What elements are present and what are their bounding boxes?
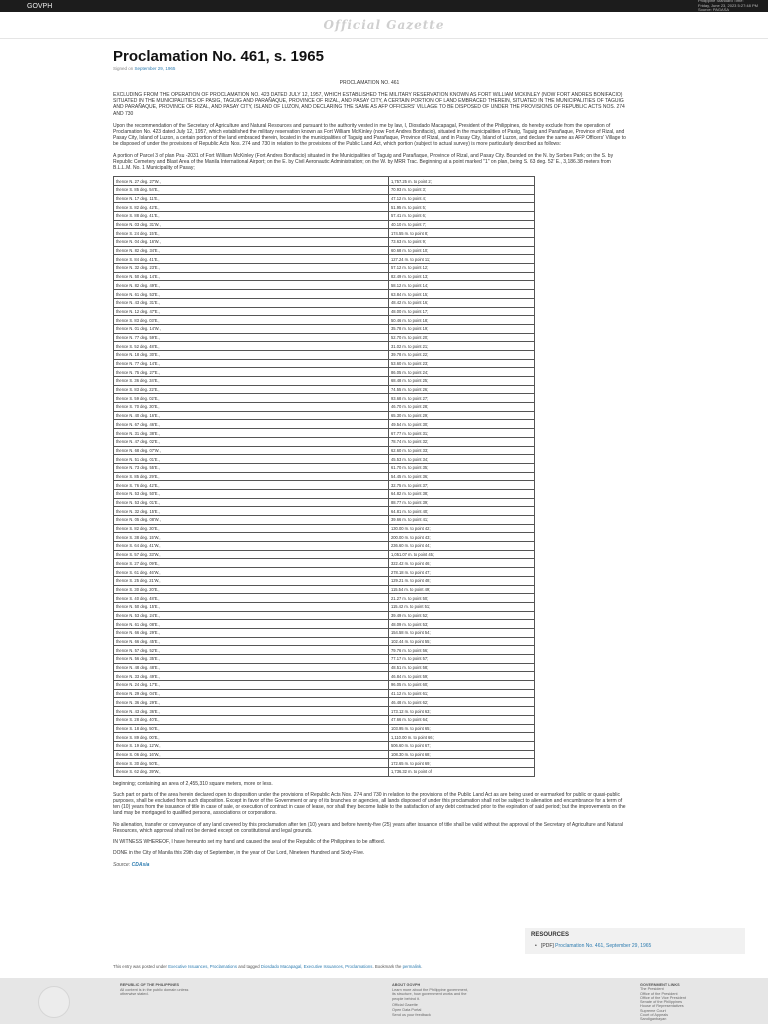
- official-gazette-logo[interactable]: Official Gazette: [323, 18, 445, 32]
- distance-cell: 63.84 m. to point 15;: [389, 290, 535, 299]
- bearing-cell: thence S. 06 deg. 16'W.,: [114, 750, 389, 759]
- bearing-cell: thence S. 30 deg. 20'E.,: [114, 585, 389, 594]
- footer-link[interactable]: Send us your feedback: [392, 1012, 431, 1017]
- paragraph-witness: IN WITNESS WHEREOF, I have hereunto set my hand and caused the seal of the Republic of the Philippines to be affixed.: [113, 839, 385, 846]
- distance-cell: 322.42 m. to point 46;: [389, 559, 535, 568]
- posted-text-3: . Bookmark the: [372, 964, 402, 969]
- bearing-cell: thence N. 53 deg. 50'E.,: [114, 489, 389, 498]
- paragraph-alienation: No alienation, transfer or conveyance of any land covered by this proclamation after ten (10) years and before twenty-five (25) years after issuance of title shall be valid without the approval of the Secretary of Agriculture and Natural Resources, which approval shall not be denied except on constitutional and legal grounds.: [113, 821, 623, 834]
- distance-cell: 1,736.32 m. to point of: [389, 767, 535, 776]
- category-link[interactable]: Executive Issuances, Proclamations: [168, 964, 237, 969]
- bearing-cell: thence N. 18 deg. 30'E.,: [114, 350, 389, 359]
- bearing-cell: thence N. 24 deg. 17'E.,: [114, 681, 389, 690]
- bearing-cell: thence S. 83 deg. 03'E.,: [114, 316, 389, 325]
- table-row: [114, 185, 535, 194]
- bearing-cell: thence N. 27 deg. 27'W.,: [114, 177, 389, 186]
- distance-cell: 46.70 m. to point 28;: [389, 403, 535, 412]
- bearing-cell: thence N. 17 deg. 11'E.,: [114, 194, 389, 203]
- proclamation-summary: EXCLUDING FROM THE OPERATION OF PROCLAMATION NO. 423 DATED JULY 12, 1957, WHICH ESTABLISHED THE MILITARY RESERVATION KNOWN AS FORT WILLIAM MCKINLEY (NOW FORT ANDRES BONIFACIO) SITUATED IN THE MUNICIPALITIES OF PASIG, TAGUIG AND PARAÑAQUE, PROVINCE OF RIZAL, AND PASAY CITY, A CERTAIN PORTION OF LAND EMBRACED THEREIN, SITUATED IN THE MUNICIPALITIES OF TAGUIG AND PARAÑAQUE, PROVINCE OF RIZAL, AND PASAY CITY, ISLAND OF LUZON, AND DECLARING THE SAME AS AFP OFFICERS' VILLAGE TO BE DISPOSED OF UNDER THE PROVISIONS OF REPUBLIC ACTS NOS. 274 AND 730: [113, 92, 625, 117]
- bearing-cell: thence N. 40 deg. 16'E.,: [114, 411, 389, 420]
- table-row: [114, 759, 535, 768]
- distance-cell: 57.41 m. to point 6;: [389, 211, 535, 220]
- distance-cell: 64.82 m. to point 38;: [389, 489, 535, 498]
- govph-brand-link[interactable]: GOVPH: [27, 2, 53, 10]
- distance-cell: 40.10 m. to point 7;: [389, 220, 535, 229]
- paragraph-recommendation: Upon the recommendation of the Secretary of Agriculture and Natural Resources and pursuant to the authority vested in me by law, I, Diosdado Macapagal, President of the Philippines, do hereby exclude from the operation of Proclamation No. 423 dated July 12, 1957, which established the military reservation known as Fort William McKinley (now Fort Andres Bonifacio), situated in the municipalities of Pasig, Taguig and Parañaque, Province of Rizal, and Pasay City, Island of Luzon, a certain portion of the land embraced therein, located in the municipalities of Taguig and Parañaque, Province of Rizal, and in Pasay City, Island of Luzon, and declare the same as AFP Officers' Village to be disposed of under the provisions of Republic Acts Nos. 274 and 730 in relation to the provisions of the Public Land Act, which portion (subject to actual survey) is more particularly described as follows:: [113, 122, 626, 148]
- footer-link[interactable]: Office of the President: [640, 991, 678, 996]
- distance-cell: 506.60 m. to point 67;: [389, 741, 535, 750]
- footer-col-gov-links: [640, 983, 750, 1022]
- table-row: [114, 733, 535, 742]
- distance-cell: 73.63 m. to point 9;: [389, 238, 535, 247]
- bearing-cell: thence N. 36 deg. 29'E.,: [114, 698, 389, 707]
- table-row: [114, 576, 535, 585]
- bearing-cell: thence N. 43 deg. 36'E.,: [114, 707, 389, 716]
- distance-cell: 127.24 m. to point 11;: [389, 255, 535, 264]
- bearing-cell: thence N. 77 deg. 59'E.,: [114, 333, 389, 342]
- table-row: [114, 220, 535, 229]
- table-row: [114, 333, 535, 342]
- distance-cell: 46.84 m. to point 59;: [389, 672, 535, 681]
- distance-cell: 1,110.00 m. to point 66;: [389, 733, 535, 742]
- table-row: [114, 316, 535, 325]
- bearing-cell: thence N. 32 deg. 15'E.,: [114, 507, 389, 516]
- table-row: [114, 272, 535, 281]
- top-bar: [0, 0, 768, 12]
- time-label: Philippine Standard Time:: [698, 0, 744, 4]
- time-value: Friday, June 23, 2023 5:27:48 PM: [698, 2, 758, 8]
- table-row: [114, 559, 535, 568]
- bearing-cell: thence N. 50 deg. 15'E.,: [114, 602, 389, 611]
- resource-item: [531, 943, 739, 950]
- republic-seal-icon: [38, 986, 70, 1018]
- bearing-cell: thence S. 82 deg. 42'E.,: [114, 203, 389, 212]
- tags-link[interactable]: Diosdado Macapagal, Executive Issuances, Proclamations: [260, 964, 373, 969]
- table-row: [114, 681, 535, 690]
- distance-cell: 58.12 m. to point 14;: [389, 281, 535, 290]
- table-row: [114, 368, 535, 377]
- table-row: [114, 489, 535, 498]
- bearing-cell: thence N. 57 deg. 52'E.,: [114, 646, 389, 655]
- table-row: [114, 350, 535, 359]
- table-row: [114, 602, 535, 611]
- bearing-cell: thence S. 83 deg. 22'E.,: [114, 385, 389, 394]
- distance-cell: 130.00 m. to point 42;: [389, 524, 535, 533]
- table-row: [114, 211, 535, 220]
- source-label: Source:: [113, 861, 131, 868]
- table-row: [114, 542, 535, 551]
- bearing-cell: thence S. 28 deg. 40'E.,: [114, 715, 389, 724]
- resource-pdf-link[interactable]: Proclamation No. 461, September 29, 1965: [555, 943, 652, 949]
- distance-cell: 61.70 m. to point 35;: [389, 463, 535, 472]
- bearing-cell: thence N. 04 deg. 16'W.,: [114, 238, 389, 247]
- bearing-cell: thence S. 85 deg. 29'E.,: [114, 472, 389, 481]
- footer-col2-line: people behind it.: [392, 996, 420, 1001]
- bearing-cell: thence N. 12 deg. 47'E.,: [114, 307, 389, 316]
- bearing-cell: thence S. 59 deg. 02'E.,: [114, 394, 389, 403]
- footer-col1-line: All content is in the public domain unless: [120, 987, 189, 992]
- paragraph-exclusion: Such part or parts of the area herein declared open to disposition under the provisions of Republic Acts Nos. 274 and 730 in relation to the provisions of the Public Land Act as are being used or earmarked for public or quasi-public purposes, shall be excluded from such disposition. Except in favor of the Government or any of its branches or agencies, all lands disposed of under this proclamation shall not be subject to alienation and encumbrance for a term of ten (10) years from the issuance of title in case of sale, or execution of contract in case of lease, nor shall they become liable to the satisfaction of any debt contracted prior to the expiration of said period; but the improvements on the land may be mortgaged to qualified persons, associations or corporations.: [113, 791, 626, 817]
- distance-cell: 49.54 m. to point 30;: [389, 420, 535, 429]
- table-row: [114, 246, 535, 255]
- bearing-cell: thence N. 29 deg. 04'E.,: [114, 689, 389, 698]
- signed-prefix: Signed on: [113, 66, 134, 71]
- distance-cell: 200.00 m. to point 43;: [389, 533, 535, 542]
- table-row: [114, 394, 535, 403]
- distance-cell: 1,757.25 m. to point 2;: [389, 177, 535, 186]
- table-row: [114, 290, 535, 299]
- distance-cell: 21.27 m. to point 50;: [389, 594, 535, 603]
- bearing-cell: thence S. 89 deg. 00'E.,: [114, 733, 389, 742]
- distance-cell: 48.00 m. to point 17;: [389, 307, 535, 316]
- table-row: [114, 298, 535, 307]
- table-row: [114, 238, 535, 247]
- bearing-cell: thence S. 85 deg. 54'E.,: [114, 185, 389, 194]
- bearing-cell: thence S. 62 deg. 39'W.,: [114, 767, 389, 776]
- bearing-cell: thence S. 24 deg. 15'E.,: [114, 229, 389, 238]
- bearing-cell: thence S. 27 deg. 09'E.,: [114, 559, 389, 568]
- distance-cell: 129.21 m. to point 48;: [389, 576, 535, 585]
- table-row: [114, 672, 535, 681]
- table-row: [114, 481, 535, 490]
- source-link[interactable]: CDAsia: [131, 861, 150, 868]
- distance-cell: 52.70 m. to point 20;: [389, 333, 535, 342]
- distance-cell: 68.48 m. to point 25;: [389, 377, 535, 386]
- resources-title: RESOURCES: [531, 932, 570, 938]
- philippine-standard-time: [698, 0, 758, 13]
- bearing-cell: thence S. 19 deg. 12'W.,: [114, 741, 389, 750]
- bearing-cell: thence S. 40 deg. 48'E.,: [114, 594, 389, 603]
- posted-text-1: This entry was posted under: [113, 964, 167, 969]
- distance-cell: 54.45 m. to point 36;: [389, 472, 535, 481]
- distance-cell: 154.58 m. to point 54;: [389, 628, 535, 637]
- bearing-cell: thence S. 84 deg. 41'E.,: [114, 255, 389, 264]
- footer-link[interactable]: The President: [640, 987, 664, 992]
- table-row: [114, 741, 535, 750]
- footer-col-about: [392, 983, 512, 1017]
- table-row: [114, 715, 535, 724]
- bearing-cell: thence N. 03 deg. 31'W.,: [114, 220, 389, 229]
- bearing-cell: thence S. 82 deg. 30'E.,: [114, 524, 389, 533]
- table-row: [114, 437, 535, 446]
- distance-cell: 88.77 m. to point 39;: [389, 498, 535, 507]
- table-row: [114, 403, 535, 412]
- table-row: [114, 194, 535, 203]
- table-row: [114, 750, 535, 759]
- posted-under: [113, 964, 422, 969]
- distance-cell: 48.42 m. to point 16;: [389, 298, 535, 307]
- distance-cell: 39.49 m. to point 52;: [389, 611, 535, 620]
- distance-cell: 93.68 m. to point 27;: [389, 394, 535, 403]
- distance-cell: 41.12 m. to point 61;: [389, 689, 535, 698]
- distance-cell: 115.54 m. to point 49;: [389, 585, 535, 594]
- bearing-cell: thence S. 88 deg. 41'E.,: [114, 211, 389, 220]
- table-row: [114, 446, 535, 455]
- footer-col2-line: Learn more about the Philippine government,: [392, 987, 468, 992]
- footer-link[interactable]: House of Representatives: [640, 1004, 684, 1009]
- distance-cell: 67.77 m. to point 31;: [389, 429, 535, 438]
- distance-cell: 48.51 m. to point 58;: [389, 663, 535, 672]
- distance-cell: 77.17 m. to point 57;: [389, 655, 535, 664]
- masthead: [0, 12, 768, 39]
- posted-text-4: .: [421, 964, 423, 969]
- distance-cell: 236.60 m. to point 44;: [389, 542, 535, 551]
- distance-cell: 57.12 m. to point 12;: [389, 264, 535, 273]
- distance-cell: 96.05 m. to point 60;: [389, 681, 535, 690]
- bearing-cell: thence S. 18 deg. 50'E.,: [114, 724, 389, 733]
- distance-cell: 39.78 m. to point 22;: [389, 350, 535, 359]
- bearing-cell: thence N. 82 deg. 49'E.,: [114, 281, 389, 290]
- distance-cell: 31.02 m. to point 21;: [389, 342, 535, 351]
- table-row: [114, 324, 535, 333]
- table-row: [114, 229, 535, 238]
- distance-cell: 172.65 m. to point 69;: [389, 759, 535, 768]
- resources-box: [525, 928, 745, 954]
- table-row: [114, 533, 535, 542]
- table-row: [114, 663, 535, 672]
- footer-col1-line: otherwise stated.: [120, 992, 149, 997]
- bearing-cell: thence N. 31 deg. 38'E.,: [114, 429, 389, 438]
- distance-cell: 78.74 m. to point 32;: [389, 437, 535, 446]
- source-line: [113, 862, 626, 868]
- table-row: [114, 385, 535, 394]
- footer-link[interactable]: Office of the Vice President: [640, 995, 686, 1000]
- distance-cell: 115.42 m. to point 51;: [389, 602, 535, 611]
- table-row: [114, 689, 535, 698]
- signed-date-link[interactable]: September 29, 1965: [134, 66, 176, 71]
- table-row: [114, 281, 535, 290]
- bearing-cell: thence N. 82 deg. 34'E.,: [114, 246, 389, 255]
- table-row: [114, 342, 535, 351]
- bearing-cell: thence N. 47 deg. 02'E.,: [114, 437, 389, 446]
- posted-text-2: and tagged: [238, 964, 260, 969]
- table-row: [114, 620, 535, 629]
- distance-cell: 79.76 m. to point 56;: [389, 646, 535, 655]
- article: [113, 48, 626, 868]
- bearing-cell: thence N. 32 deg. 23'E.,: [114, 264, 389, 273]
- distance-cell: 174.55 m. to point 8;: [389, 229, 535, 238]
- table-row: [114, 507, 535, 516]
- table-row: [114, 767, 535, 776]
- bearing-cell: thence N. 43 deg. 31'E.,: [114, 298, 389, 307]
- distance-cell: 278.18 m. to point 47;: [389, 568, 535, 577]
- bearing-cell: thence S. 36 deg. 34'E.,: [114, 377, 389, 386]
- table-row: [114, 498, 535, 507]
- bearing-cell: thence S. 64 deg. 41'W.,: [114, 542, 389, 551]
- table-row: [114, 707, 535, 716]
- permalink-link[interactable]: permalink: [402, 964, 422, 969]
- table-row: [114, 255, 535, 264]
- bearing-cell: thence N. 68 deg. 07'W.,: [114, 446, 389, 455]
- bearing-cell: thence S. 52 deg. 48'E.,: [114, 342, 389, 351]
- bearing-cell: thence N. 51 deg. 01'E.,: [114, 455, 389, 464]
- bearing-cell: thence N. 33 deg. 49'E.,: [114, 672, 389, 681]
- bearing-cell: thence N. 77 deg. 14'E.,: [114, 359, 389, 368]
- bearing-cell: thence S. 38 deg. 15'W.,: [114, 533, 389, 542]
- table-row: [114, 429, 535, 438]
- distance-cell: 47.66 m. to point 64;: [389, 715, 535, 724]
- distance-cell: 35.78 m. to point 19;: [389, 324, 535, 333]
- table-row: [114, 568, 535, 577]
- distance-cell: 65.30 m. to point 29;: [389, 411, 535, 420]
- bearing-cell: thence N. 05 deg. 08'W.,: [114, 516, 389, 525]
- resource-format: [PDF]: [541, 943, 554, 949]
- footer-col3-title: GOVERNMENT LINKS: [640, 983, 680, 987]
- bearing-cell: thence S. 57 deg. 33'W.,: [114, 550, 389, 559]
- table-row: [114, 585, 535, 594]
- paragraph-done: DONE in the City of Manila this 29th day of September, in the year of Our Lord, Nineteen Hundred and Sixty-Five.: [113, 850, 365, 857]
- bearing-cell: thence N. 61 deg. 08'E.,: [114, 620, 389, 629]
- distance-cell: 173.12 m. to point 63;: [389, 707, 535, 716]
- bearing-cell: thence N. 75 deg. 27'E.,: [114, 368, 389, 377]
- bearing-cell: thence S. 61 deg. 46'W.,: [114, 568, 389, 577]
- bearing-cell: thence N. 01 deg. 14'W.,: [114, 324, 389, 333]
- distance-cell: 86.05 m. to point 24;: [389, 368, 535, 377]
- bearing-cell: thence N. 56 deg. 35'E.,: [114, 655, 389, 664]
- bearing-cell: thence N. 61 deg. 53'E.,: [114, 290, 389, 299]
- table-row: [114, 455, 535, 464]
- bearing-cell: thence S. 25 deg. 21'W.,: [114, 576, 389, 585]
- distance-cell: 82.49 m. to point 13;: [389, 272, 535, 281]
- distance-cell: 70.93 m. to point 3;: [389, 185, 535, 194]
- bearing-cell: thence N. 66 deg. 29'E.,: [114, 628, 389, 637]
- footer-link[interactable]: Supreme Court: [640, 1008, 666, 1013]
- table-row: [114, 359, 535, 368]
- table-row: [114, 637, 535, 646]
- footer-link[interactable]: Senate of the Philippines: [640, 1000, 683, 1005]
- table-row: [114, 698, 535, 707]
- distance-cell: 32.75 m. to point 37;: [389, 481, 535, 490]
- footer-col2-title: ABOUT GOVPH: [392, 983, 421, 987]
- table-row: [114, 472, 535, 481]
- paragraph-area: beginning; containing an area of 2,455,310 square meters, more or less.: [113, 780, 273, 787]
- bearing-cell: thence S. 76 deg. 42'E.,: [114, 481, 389, 490]
- bearing-cell: thence N. 66 deg. 45'E.,: [114, 637, 389, 646]
- table-row: [114, 646, 535, 655]
- table-row: [114, 524, 535, 533]
- table-row: [114, 307, 535, 316]
- distance-cell: 103.95 m. to point 65;: [389, 724, 535, 733]
- distance-cell: 64.81 m. to point 40;: [389, 507, 535, 516]
- table-row: [114, 420, 535, 429]
- distance-cell: 47.12 m. to point 4;: [389, 194, 535, 203]
- table-row: [114, 203, 535, 212]
- distance-cell: 102.44 m. to point 55;: [389, 637, 535, 646]
- distance-cell: 1,051.07 m. to point 45;: [389, 550, 535, 559]
- table-row: [114, 628, 535, 637]
- footer-link[interactable]: Court of Appeals: [640, 1013, 669, 1018]
- footer-link[interactable]: Open Data Portal: [392, 1007, 422, 1012]
- page-title: Proclamation No. 461, s. 1965: [113, 48, 324, 65]
- bearing-cell: thence N. 53 deg. 01'E.,: [114, 498, 389, 507]
- bearing-cell: thence S. 70 deg. 30'E.,: [114, 403, 389, 412]
- bearing-cell: thence N. 73 deg. 55'E.,: [114, 463, 389, 472]
- footer: [0, 978, 768, 1024]
- bearing-cell: thence N. 67 deg. 46'E.,: [114, 420, 389, 429]
- footer-link[interactable]: Sandiganbayan: [640, 1017, 667, 1022]
- table-row: [114, 550, 535, 559]
- table-row: [114, 516, 535, 525]
- distance-cell: 50.46 m. to point 18;: [389, 316, 535, 325]
- table-row: [114, 177, 535, 186]
- table-row: [114, 724, 535, 733]
- distance-cell: 108.30 m. to point 68;: [389, 750, 535, 759]
- distance-cell: 62.60 m. to point 33;: [389, 446, 535, 455]
- distance-cell: 48.09 m. to point 53;: [389, 620, 535, 629]
- distance-cell: 51.95 m. to point 5;: [389, 203, 535, 212]
- time-source: Source: PAGASA: [698, 7, 730, 13]
- distance-cell: 46.48 m. to point 62;: [389, 698, 535, 707]
- distance-cell: 74.55 m. to point 26;: [389, 385, 535, 394]
- table-row: [114, 377, 535, 386]
- footer-col2-line: its structure, how government works and the: [392, 992, 467, 997]
- footer-col1-title: REPUBLIC OF THE PHILIPPINES: [120, 983, 180, 987]
- table-row: [114, 264, 535, 273]
- distance-cell: 45.53 m. to point 34;: [389, 455, 535, 464]
- bearing-cell: thence S. 30 deg. 50'E.,: [114, 759, 389, 768]
- footer-col-republic: [120, 983, 270, 997]
- bearing-cell: thence N. 50 deg. 14'E.,: [114, 272, 389, 281]
- bearing-cell: thence N. 53 deg. 24'E.,: [114, 611, 389, 620]
- bearing-cell: thence N. 48 deg. 48'E.,: [114, 663, 389, 672]
- footer-link[interactable]: Official Gazette: [392, 1003, 418, 1008]
- table-row: [114, 411, 535, 420]
- distance-cell: 60.68 m. to point 10;: [389, 246, 535, 255]
- distance-cell: 53.60 m. to point 23;: [389, 359, 535, 368]
- distance-cell: 39.66 m. to point 41;: [389, 516, 535, 525]
- bearings-table: [113, 176, 535, 776]
- paragraph-parcel-description: A portion of Parcel 3 of plan Psu -2031 of Fort William McKinley (Fort Andres Bonifacio) situated in the Municipalities of Taguig and Parañaque, Province of Rizal, and Pasay City. Bounded on the N. by Sorbes Park; on the S. by Republic Cemetery and Blast Area of the Manila International Airport; on the E. by Civil Aeronautic Administration; on the W. by MRR Trac. Beginning at a point marked "1" on plan, being S. 63 deg. 52' E., 3,186.38 meters from B.L.L.M. No. 1 Municipality of Pasay;: [113, 152, 614, 172]
- table-row: [114, 594, 535, 603]
- signed-date: [113, 66, 626, 71]
- table-row: [114, 463, 535, 472]
- table-row: [114, 655, 535, 664]
- table-row: [114, 611, 535, 620]
- proclamation-heading: PROCLAMATION NO. 461: [339, 80, 400, 86]
